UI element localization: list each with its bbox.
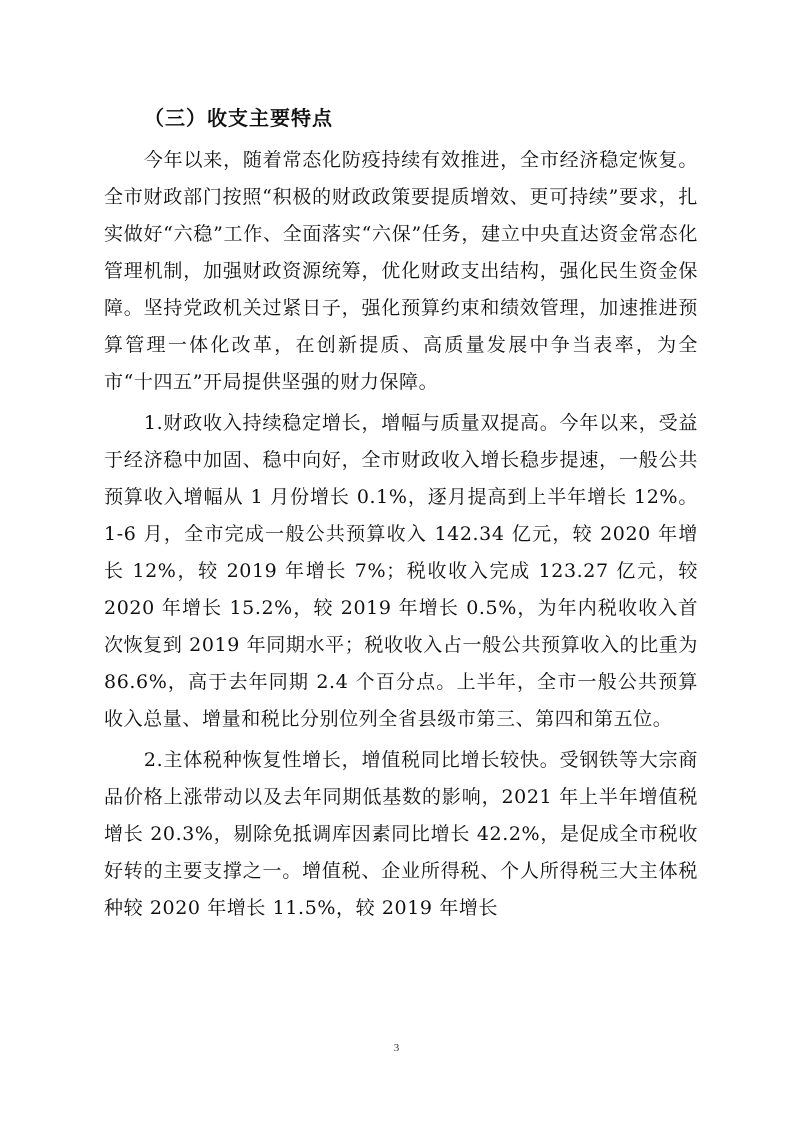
page-number: 3 [393,1042,400,1054]
paragraph-intro: 今年以来，随着常态化防疫持续有效推进，全市经济稳定恢复。全市财政部门按照“积极的财政政策要提质增效、更可持续”要求，扎实做好“六稳”工作、全面落实“六保”任务，建立中央直达资金常态化管理机制，加强财政资源统筹，优化财政支出结构，强化民生资金保障。坚持党政机关过紧日子，强化预算约束和绩效管理，加速推进预算管理一体化改革，在创新提质、高质量发展中争当表率，为全市“十四五”开局提供坚强的财力保障。 [104,149,698,393]
document-body [104,100,698,931]
section-heading: （三）收支主要特点 [144,106,333,130]
paragraph-revenue-growth: 1.财政收入持续稳定增长，增幅与质量双提高。今年以来，受益于经济稳中加固、稳中向好，全市财政收入增长稳步提速，一般公共预算收入增幅从 1 月份增长 0.1%，逐月提高到上半年增长 12%。1-6 月，全市完成一般公共预算收入 142.34 亿元，较 2020 年增长 12%，较 2019 年增长 7%；税收收入完成 123.27 亿元，较 2020 年增长 15.2%，较 2019 年增长 0.5%，为年内税收收入首次恢复到 2019 年同期水平；税收收入占一般公共预算收入的比重为 86.6%，高于去年同期 2.4 个百分点。上半年，全市一般公共预算收入总量、增量和税比分别位列全省县级市第三、第四和第五位。 [104,412,698,730]
paragraph-tax-growth: 2.主体税种恢复性增长，增值税同比增长较快。受钢铁等大宗商品价格上涨带动以及去年同期低基数的影响，2021 年上半年增值税增长 20.3%，剔除免抵调库因素同比增长 42.2%，是促成全市税收好转的主要支撑之一。增值税、企业所得税、个人所得税三大主体税种较 2020 年增长 11.5%，较 2019 年增长 [104,749,698,919]
